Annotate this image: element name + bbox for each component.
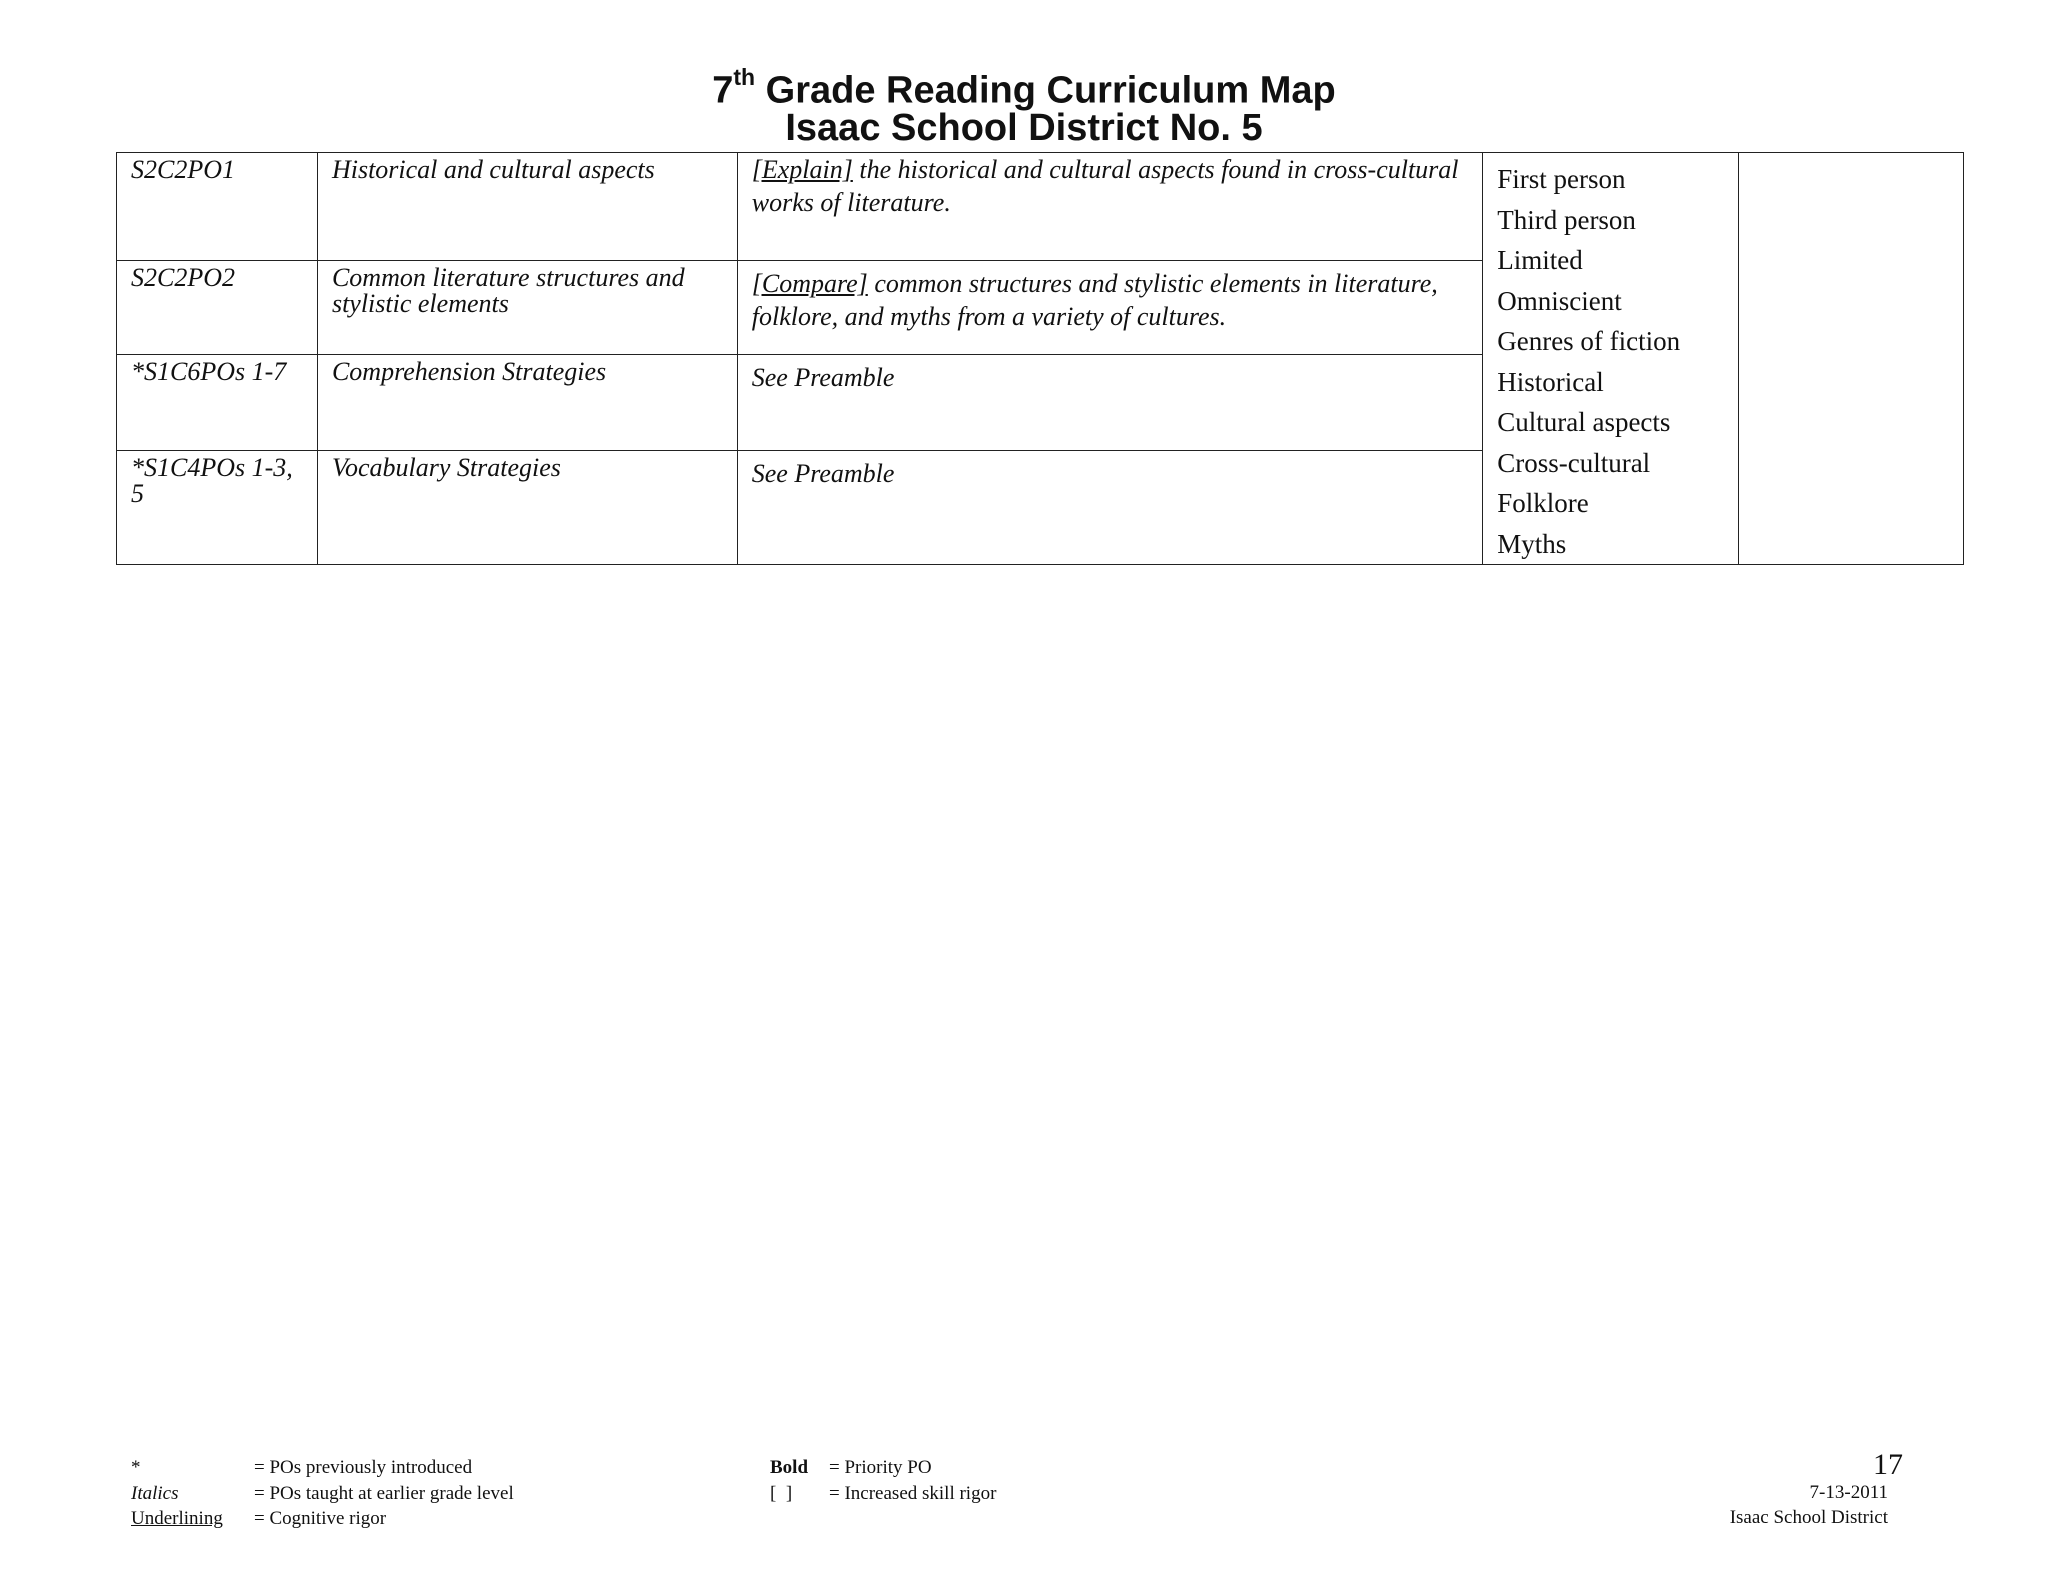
vocabulary-item: Folklore bbox=[1497, 488, 1589, 518]
objective-verb: [Compare] bbox=[751, 269, 868, 299]
curriculum-table bbox=[116, 152, 1964, 565]
vocabulary-item: Third person bbox=[1497, 204, 1636, 235]
code-cell bbox=[117, 261, 318, 355]
title-grade-suffix: th bbox=[733, 64, 756, 90]
objective-text bbox=[738, 451, 1482, 490]
po-code: S2C2PO2 bbox=[131, 263, 235, 293]
document-date: 7-13-2011 bbox=[1809, 1482, 1888, 1503]
title-grade-number: 7 bbox=[712, 69, 734, 112]
po-code: S2C2PO1 bbox=[131, 155, 235, 184]
legend-symbol: [ ] bbox=[770, 1483, 793, 1504]
vocabulary-item: Historical bbox=[1497, 366, 1604, 397]
legend-meaning: = Cognitive rigor bbox=[254, 1508, 387, 1529]
code-cell bbox=[117, 450, 318, 564]
vocabulary-item: Cultural aspects bbox=[1497, 407, 1671, 437]
po-code: *S1C4POs 1-3, 5 bbox=[131, 452, 293, 508]
legend-meaning: = Increased skill rigor bbox=[829, 1483, 997, 1504]
objective-body: the historical and cultural aspects found in cross-cultural works of literature. bbox=[751, 155, 1459, 217]
objective-body: See Preamble bbox=[751, 458, 895, 488]
legend-meaning: = POs taught at earlier grade level bbox=[254, 1483, 514, 1504]
objective-body: See Preamble bbox=[751, 363, 895, 393]
vocabulary-item: Myths bbox=[1497, 528, 1567, 559]
legend-meaning: = POs previously introduced bbox=[254, 1457, 473, 1478]
objective-text bbox=[738, 355, 1482, 394]
objective-text bbox=[738, 261, 1482, 333]
objective-verb: [Explain] bbox=[751, 155, 853, 184]
concept-text: Comprehension Strategies bbox=[331, 357, 607, 387]
vocabulary-item: Omniscient bbox=[1497, 285, 1622, 316]
code-cell bbox=[117, 153, 318, 261]
page-number: 17 bbox=[1873, 1448, 1903, 1481]
concept-text: Common literature structures and stylistic elements bbox=[331, 263, 685, 319]
table-row bbox=[117, 153, 1964, 261]
legend-meaning: = Priority PO bbox=[829, 1457, 932, 1478]
district-name: Isaac School District bbox=[1729, 1507, 1888, 1528]
legend-symbol: Underlining bbox=[131, 1508, 223, 1529]
legend-symbol: Italics bbox=[131, 1483, 179, 1504]
empty-cell bbox=[1739, 153, 1964, 565]
objective-cell bbox=[737, 153, 1482, 261]
legend-symbol: Bold bbox=[770, 1457, 809, 1478]
concept-cell bbox=[317, 153, 737, 261]
vocabulary-list bbox=[1483, 153, 1738, 564]
code-cell bbox=[117, 355, 318, 450]
title-text: Grade Reading Curriculum Map bbox=[755, 69, 1336, 112]
vocabulary-item: Genres of fiction bbox=[1497, 326, 1681, 356]
objective-cell bbox=[737, 261, 1482, 355]
vocabulary-item: First person bbox=[1497, 164, 1626, 194]
objective-cell bbox=[737, 450, 1482, 564]
concept-text: Vocabulary Strategies bbox=[331, 452, 561, 482]
concept-cell bbox=[317, 261, 737, 355]
vocabulary-item: Limited bbox=[1497, 245, 1583, 275]
objective-cell bbox=[737, 355, 1482, 450]
objective-text bbox=[738, 153, 1482, 219]
vocabulary-item: Cross-cultural bbox=[1497, 447, 1651, 478]
vocabulary-cell bbox=[1483, 153, 1739, 565]
legend-symbol: * bbox=[131, 1457, 141, 1478]
po-code: *S1C6POs 1-7 bbox=[131, 357, 287, 387]
page-subtitle: Isaac School District No. 5 bbox=[785, 107, 1263, 149]
objective-body: common structures and stylistic elements in literature, folklore, and myths from a variety of cultures. bbox=[751, 269, 1438, 332]
concept-cell bbox=[317, 450, 737, 564]
concept-text: Historical and cultural aspects bbox=[331, 155, 655, 184]
concept-cell bbox=[317, 355, 737, 450]
